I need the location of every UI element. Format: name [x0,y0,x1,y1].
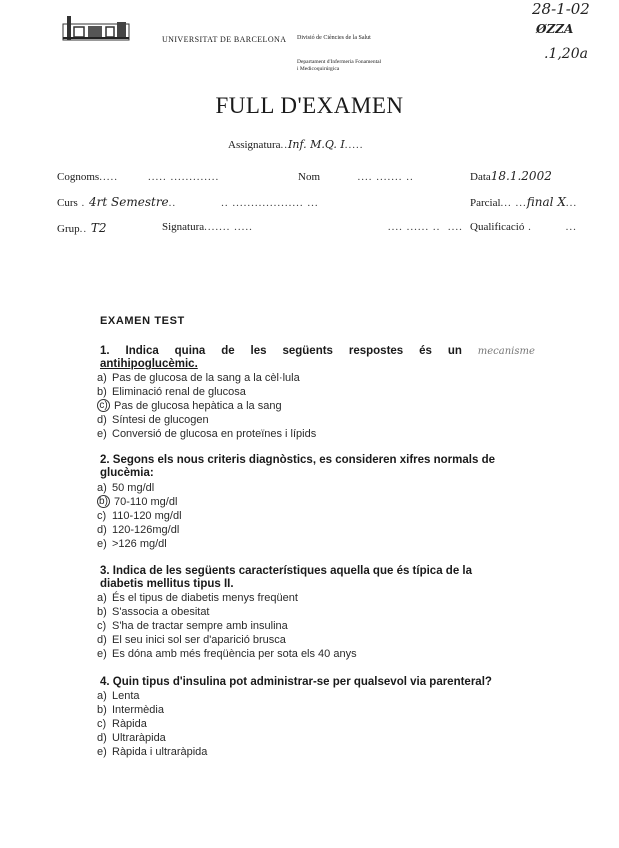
question-1 [100,345,535,371]
handwritten-date-top: 28-1-02 [532,0,590,18]
question-3-number: 3. [100,565,110,577]
partial-field: Parcial... ...final X... [470,195,578,209]
name-field: Nom .... ....... .. [298,171,414,183]
question-1-faint-word: mecanisme [477,346,535,357]
question-2-text: Segons els nous criteris diagnòstics, es consideren xifres normals de glucèmia: [100,454,495,479]
option: d) El seu inici sol ser d'aparició brusca [97,634,286,646]
partial-label: Parcial [470,197,501,209]
partial-value: final X [526,195,566,209]
date-label: Data [470,171,491,183]
option: a) És el tipus de diabetis menys freqüent [97,592,298,604]
question-3-text: Indica de les següents característiques aquella que és típica de la diabetis mellitus tipus II. [100,565,472,590]
option: a) 50 mg/dl [97,482,155,494]
question-2-options [97,481,182,551]
department-line-2: i Medicoquirúrgica [297,66,340,72]
page-title: FULL D'EXAMEN [215,93,404,118]
question-3-options [97,591,357,661]
option: d) Síntesi de glucogen [97,414,209,426]
course-field: Curs . 4rt Semestre.. .. ................... ... [57,195,319,209]
question-1-word: quina [174,345,206,357]
question-1-underlined: antihipoglucèmic. [100,358,198,370]
option-selected: b) S'associa a obesitat [97,606,210,618]
subject-label: Assignatura [228,139,281,151]
question-4-number: 4. [100,676,110,688]
subject-field: Assignatura..Inf. M.Q. I..... [228,138,364,151]
question-1-line-1 [100,345,535,358]
university-name: UNIVERSITAT DE BARCELONA [162,35,287,44]
question-1-word: les [250,345,267,357]
option-selected: c) Pas de glucosa hepàtica a la sang [97,399,316,413]
question-1-word: Indica [125,345,159,357]
question-2-number: 2. [100,454,110,466]
question-1-word: respostes [348,345,404,357]
grade-label: Qualificació [470,221,525,233]
test-title: EXAMEN TEST [100,315,185,327]
department-name [297,59,437,73]
department-line-1: Departament d'Infermeria Fonamental [297,59,382,65]
question-4-options [97,689,207,759]
date-field [470,169,552,183]
marked-answer: b) [97,606,107,618]
circled-answer-mark: b) [97,495,110,508]
option: e) Es dóna amb més freqüència per sota els 40 anys [97,648,357,660]
question-4-text: Quin tipus d'insulina pot administrar-se per qualsevol via parenteral? [112,676,492,688]
question-4 [100,676,492,689]
grade-field: Qualificació . ... [470,221,577,233]
group-label: Grup [57,223,80,235]
option: b) Eliminació renal de glucosa [97,386,246,398]
course-label: Curs [57,197,78,209]
question-1-number: 1. [100,345,110,357]
option-selected: b) 70-110 mg/dl [97,495,182,509]
option: b) Intermèdia [97,704,164,716]
option: c) S'ha de tractar sempre amb insulina [97,620,288,632]
question-1-word: és [419,345,432,357]
course-value: 4rt Semestre [89,195,169,209]
option: e) >126 mg/dl [97,538,167,550]
group-field: Grup.. T2 [57,221,107,235]
signature-field: Signatura....... ..... .... ...... .. .... [162,221,463,233]
handwritten-scribble: ØZZA [536,22,574,36]
option: d) 120-126mg/dl [97,524,180,536]
university-logo [62,14,132,42]
handwritten-code: .1,20a [544,46,588,62]
option: a) Lenta [97,690,140,702]
option: c) 110-120 mg/dl [97,510,182,522]
surname-label: Cognoms [57,171,100,183]
question-1-word: un [447,345,462,357]
question-1-word: de [221,345,235,357]
option: e) Ràpida i ultraràpida [97,746,208,758]
surname-field: Cognoms..... ..... ............. [57,171,220,183]
option: e) Conversió de glucosa en proteïnes i lípids [97,428,317,440]
option: d) Ultraràpida [97,732,166,744]
option: c) Ràpida [97,718,147,730]
division-name: Divisió de Ciències de la Salut [297,35,371,41]
subject-value: Inf. M.Q. I [288,138,345,151]
option: a) Pas de glucosa de la sang a la cèl·lula [97,372,300,384]
date-value: 18.1.2002 [490,169,552,183]
name-label: Nom [298,171,320,183]
signature-label: Signatura [162,221,205,233]
question-2 [100,454,520,480]
group-value: T2 [90,221,107,235]
circled-answer-mark: c) [97,399,110,412]
question-1-options [97,371,316,441]
question-3 [100,565,500,591]
question-1-word: següents [282,345,333,357]
